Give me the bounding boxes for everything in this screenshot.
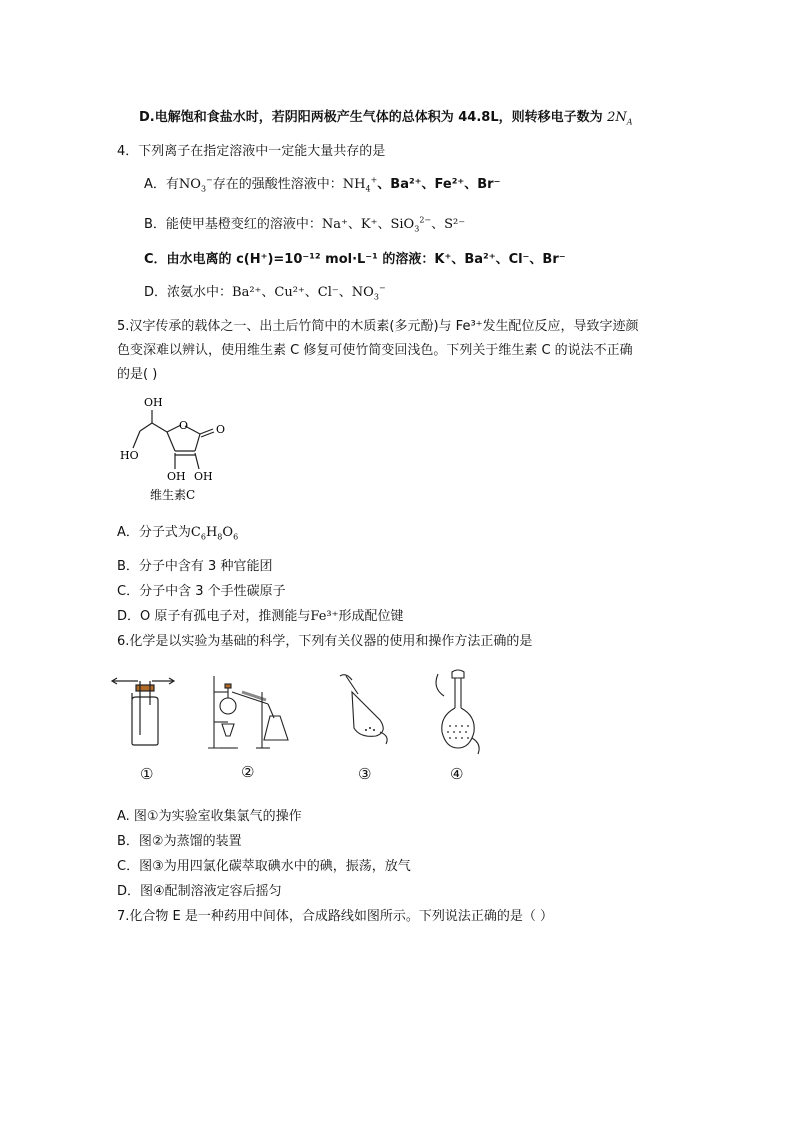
q6-option-b: B．图②为蒸馏的装置 bbox=[117, 834, 242, 849]
structure-o-carbonyl: O bbox=[216, 423, 226, 436]
q3-option-d-sub: A bbox=[626, 117, 633, 127]
q6-stem: 6.化学是以实验为基础的科学，下列有关仪器的使用和操作方法正确的是 bbox=[117, 634, 533, 649]
q6-option-c: C．图③为用四氯化碳萃取碘水中的碘，振荡，放气 bbox=[117, 859, 411, 874]
q5-option-d-ion: Fe³⁺ bbox=[310, 609, 339, 624]
q4-option-d-prefix: D．浓氨水中： bbox=[144, 285, 233, 300]
q4-option-b-sio3: SiO$_3^{2-}$ bbox=[390, 215, 432, 234]
q5-option-a-formula: $C_6H_8O_6$ bbox=[190, 525, 239, 542]
q4-option-a-nh4: $NH_4^+$ bbox=[342, 175, 378, 194]
q4-option-a bbox=[144, 176, 500, 194]
q4-option-d bbox=[144, 284, 386, 302]
q5-option-a bbox=[117, 524, 238, 542]
q4-option-a-ion: $NO_3^-$ bbox=[178, 175, 213, 194]
figure-1-gas-bottle bbox=[108, 675, 188, 755]
figure-1-label: ① bbox=[140, 765, 154, 783]
q5-option-d-prefix: D．O 原子有孤电子对，推测能与 bbox=[117, 609, 311, 624]
structure-oh-top: OH bbox=[144, 396, 163, 409]
q4-option-d-list: Ba²⁺、Cu²⁺、Cl⁻、 bbox=[232, 285, 352, 300]
q5-stem-line3: 的是( ) bbox=[117, 367, 158, 382]
q3-option-d-value: 2 bbox=[607, 110, 616, 125]
q6-option-d: D．图④配制溶液定容后摇匀 bbox=[117, 884, 282, 899]
figure-3-separatory-funnel bbox=[336, 672, 396, 752]
structure-caption: 维生素C bbox=[150, 488, 196, 502]
q5-option-c: C．分子中含 3 个手性碳原子 bbox=[117, 584, 286, 599]
q4-option-b-prefix: B．能使甲基橙变红的溶液中： bbox=[144, 217, 322, 232]
q3-option-d-text: D.电解饱和食盐水时，若阴阳两极产生气体的总体积为 44.8L，则转移电子数为 bbox=[139, 110, 608, 125]
structure-oh-left: HO bbox=[120, 449, 139, 462]
structure-oh-bottom1: OH bbox=[167, 470, 186, 483]
q3-option-d-symbol: N bbox=[615, 110, 627, 125]
q4-option-b bbox=[144, 216, 465, 234]
q5-stem-line1: 5.汉字传承的载体之一、出土后竹简中的木质素(多元酚)与 Fe³⁺发生配位反应，导致字迹颜 bbox=[117, 319, 639, 334]
figure-4-label: ④ bbox=[450, 765, 464, 783]
q4-option-b-s: 、S²⁻ bbox=[431, 217, 466, 232]
q3-option-d bbox=[139, 109, 633, 127]
q7-stem: 7.化合物 E 是一种药用中间体，合成路线如图所示。下列说法正确的是（ ） bbox=[117, 909, 554, 924]
q5-option-d bbox=[117, 608, 403, 626]
q5-option-b: B．分子中含有 3 种官能团 bbox=[117, 559, 273, 574]
q4-option-a-prefix: A．有 bbox=[144, 177, 179, 192]
q4-option-d-no3: $NO_3^-$ bbox=[351, 283, 386, 302]
figure-2-label: ② bbox=[241, 763, 255, 781]
q4-option-b-list: Na⁺、K⁺、 bbox=[321, 217, 391, 232]
q5-option-d-suffix: 形成配位键 bbox=[338, 609, 404, 624]
vitamin-c-structure bbox=[115, 393, 245, 505]
q4-stem: 4．下列离子在指定溶液中一定能大量共存的是 bbox=[117, 144, 386, 159]
q4-option-a-rest: 、Ba²⁺、Fe²⁺、Br⁻ bbox=[377, 177, 501, 192]
figure-2-distillation bbox=[208, 672, 308, 752]
structure-oh-bottom2: OH bbox=[194, 470, 213, 483]
q6-option-a: A. 图①为实验室收集氯气的操作 bbox=[117, 809, 302, 824]
q5-stem-line2: 色变深难以辨认，使用维生素 C 修复可使竹简变回浅色。下列关于维生素 C 的说法不正确 bbox=[117, 343, 633, 358]
q4-option-c: C．由水电离的 c(H⁺)=10⁻¹² mol·L⁻¹ 的溶液：K⁺、Ba²⁺、Cl⁻、Br⁻ bbox=[144, 252, 566, 267]
figure-4-volumetric-flask bbox=[428, 668, 488, 758]
q5-option-a-prefix: A．分子式为 bbox=[117, 525, 191, 540]
q4-option-a-mid: 存在的强酸性溶液中： bbox=[212, 177, 343, 192]
figure-3-label: ③ bbox=[358, 765, 372, 783]
structure-ring-o: O bbox=[179, 419, 189, 432]
